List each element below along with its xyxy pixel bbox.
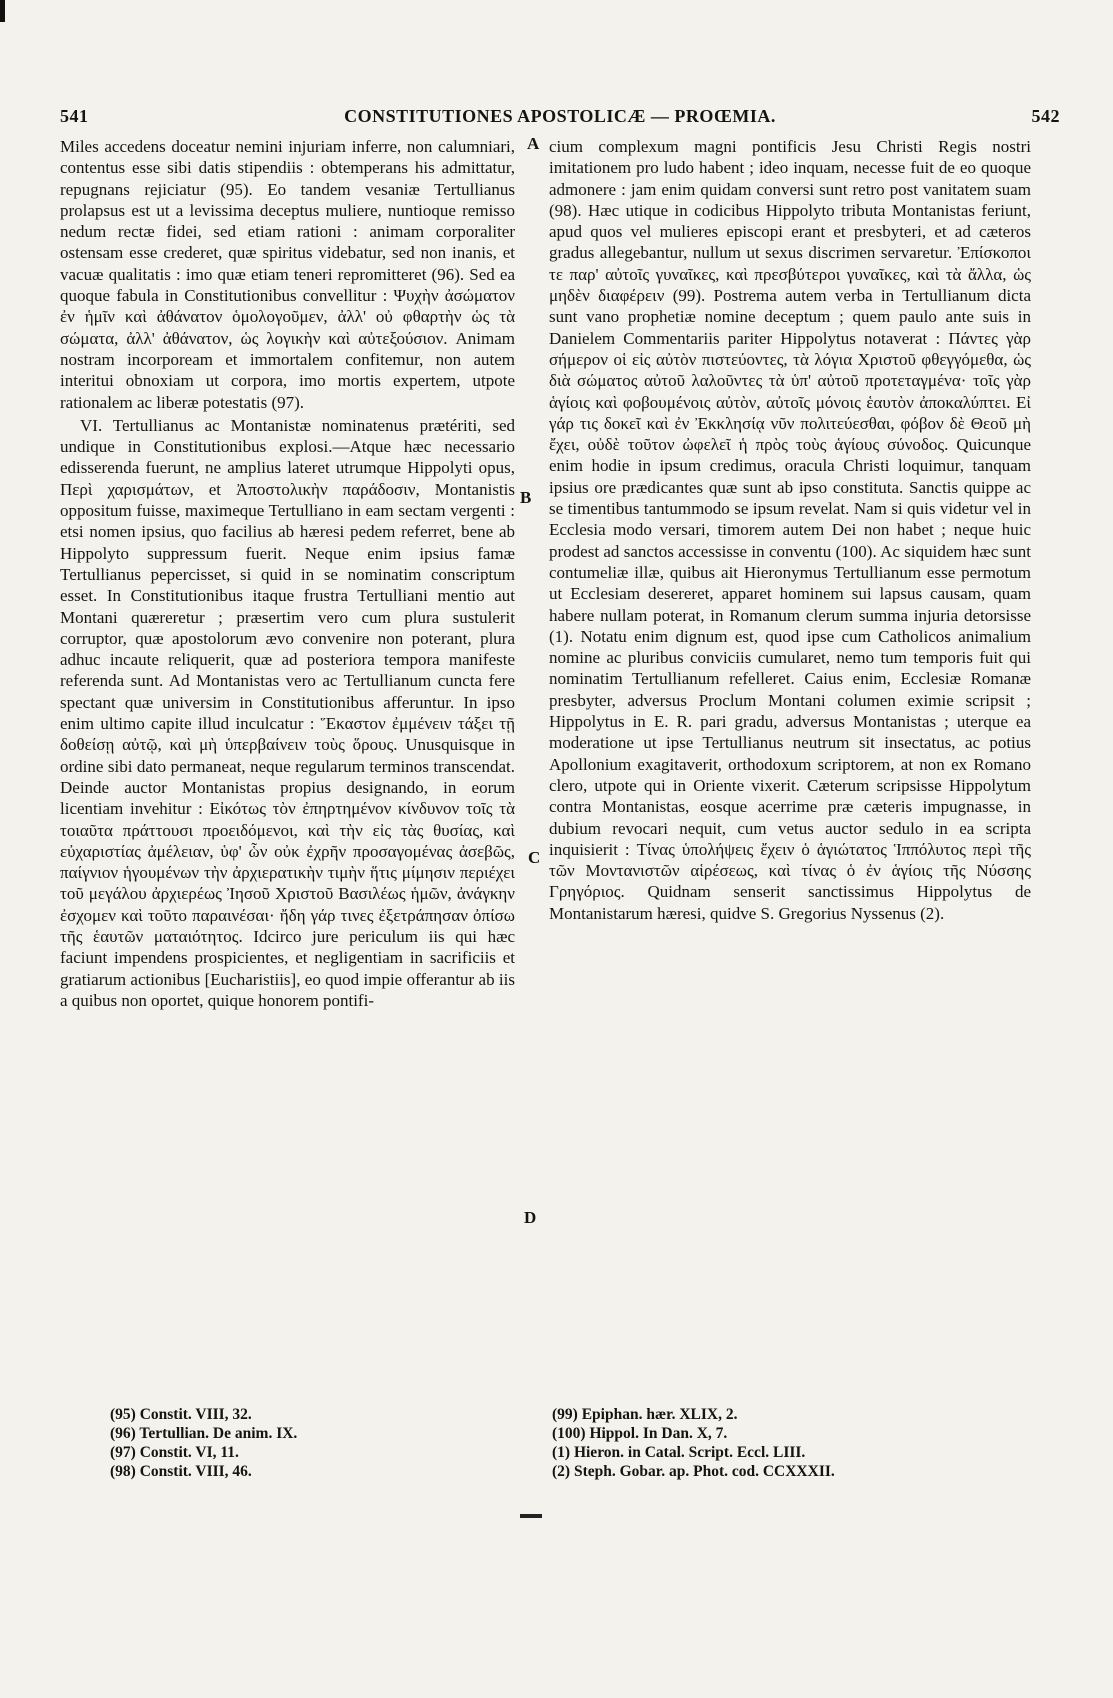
footnote-99: (99) Epiphan. hær. XLIX, 2.	[552, 1406, 738, 1423]
footnote-100: (100) Hippol. In Dan. X, 7.	[552, 1425, 728, 1442]
footnote-2: (2) Steph. Gobar. ap. Phot. cod. CCXXXII.	[552, 1463, 835, 1480]
page-number-right: 542	[1031, 106, 1060, 126]
page-number-left: 541	[60, 106, 89, 126]
margin-marker-d: D	[524, 1208, 537, 1227]
running-header	[60, 106, 1060, 130]
right-paragraph-1: cium complexum magni pontificis Jesu Christi Regis nostri imitationem pro ludo habent ; ideo inquam, necesse fuit de eo quoque admonere : jam enim quidam conversi sunt retro post vanitatem suam (98). Hæc utique in codicibus Hippolyto tributa Montanistas feriunt, apud quos vel mulieres episcopi erant et presbyteri, et ad cæteros gradus allegebantur, nullum ut sexus discrimen servaretur. Ἐπίσκοποι τε παρ' αὐτοῖς γυναῖκες, καὶ πρεσβύτεροι γυναῖκες, καὶ τὰ ἄλλα, ὡς μηδὲν διαφέρειν (99). Postrema autem verba in Tertullianum dicta sunt vano prophetiæ nomine deceptum ; quem paulo ante suis in Danielem Commentariis pariter Hippolytus notaverat : Πάντες γὰρ σήμερον οἱ εἰς αὐτὸν πιστεύοντες, τὰ λόγια Χριστοῦ φθεγγόμεθα, ὡς διὰ σώματος αὐτοῦ λαλοῦντες τὰ ὑπ' αὐτοῦ προτεταγμένα· τοῖς γὰρ ἁγίοις καὶ φοβουμένοις αὐτὸν, αὐτοῖς μόνοις ἑαυτὸν ἀποκαλύπτει. Εἰ γάρ τις δοκεῖ καὶ ἐν Ἐκκλησίᾳ νῦν πολιτεύεσθαι, φόβον δὲ Θεοῦ μὴ ἔχει, οὐδὲ τοῦτον ὠφελεῖ ἡ πρὸς τοὺς ἁγίους σύνοδος. Quicunque enim hodie in ipsum credimus, oracula Christi loquimur, tanquam ipsius ore prædicantes quæ sunt ab ipso constituta. Sanctis quippe ac se timentibus tantummodo se ipsum revelat. Nam si quis videtur vel in Ecclesia modo versari, timorem autem Dei non habet ; neque huic prodest ad sanctos accessisse in conventu (100). Ac siquidem hæc sunt contumeliæ illæ, quibus ait Hieronymus Tertullianum esse permotum ut Ecclesiam desereret, apparet hominem sui lapsus causam, quam habere nullam poterat, in Romanum clerum summa injuria detorsisse (1). Notatu enim dignum est, quod ipse cum Catholicos animalium nomine ac pluribus conviciis cumularet, nemo tum temporis fuit qui nominatim Tertullianum refelleret. Caius enim, Ecclesiæ Romanæ presbyter, adversus Proclum Montani columen eximie scripsit ; Hippolytus in E. R. pari gradu, adversus Montanistas ; uterque ea moderatione ut ipse Tertullianus neutrum sit insectatus, ac potius Apollonium exagitaverit, orthodoxum scriptorem, at non ex Romano clero, utpote qui in Oriente vixerit. Cæterum scripsisse Hippolytum contra Montanistas, eosque acerrime præ cæteris impugnasse, in dubium revocari nequit, cum vetus auctor sedulo in ea scripta inquisierit : Τίνας ὑπολήψεις ἔχειν ὁ ἁγιώτατος Ἱππόλυτος περὶ τῆς τῶν Μοντανιστῶν αἱρέσεως, καὶ τίνας ὁ ἐν ἁγίοις τῆς Νύσσης Γρηγόριος. Quidnam senserit sanctissimus Hippolytus de Montanistarum hæresi, quidve S. Gregorius Nyssenus (2).	[549, 137, 1031, 923]
footnote-98: (98) Constit. VIII, 46.	[110, 1463, 252, 1480]
left-paragraph-2-section-vi: VI. Tertullianus ac Montanistæ nominatenus prætériti, sed undique in Constitutionibus explosi.—Atque hæc necessario edisserenda fuerunt, ne amplius lateret utrumque Hippolyti opus, Περὶ χαρισμάτων, et Ἀποστολικὴν παράδοσιν, Montanistis oppositum fuisse, maximeque Tertulliano in eam sectam vergenti : etsi nomen ipsius, quo facilius ab hæresi pedem referret, bene ab Hippolyto suppressum fuerit. Neque enim ipsius famæ Tertullianus pepercisset, si quid in se nominatim conscriptum esset. In Constitutionibus itaque frustra Tertulliani mentio aut Montani quæreretur ; præsertim vero cum plura sustulerit corruptor, quæ apostolorum ævo convenire non poterant, plura adhuc incaute reliquerit, quæ ad posteriora tempora manifeste referenda sunt. Ad Montanistas vero ac Tertullianum cuncta fere spectant quæ universim in Constitutionibus afferuntur. In ipso enim ultimo capite illud inculcatur : Ἕκαστον ἐμμένειν τάξει τῇ δοθείσῃ αὐτῷ, καὶ μὴ ὑπερβαίνειν τοὺς ὅρους. Unusquisque in ordine sibi dato permaneat, neque regularum terminos transcendat. Deinde auctor Montanistas propius designando, in eorum licentiam invehitur : Εἰκότως τὸν ἐπηρτημένον κίνδυνον τοῖς τὰ τοιαῦτα πράττουσι προειδόμενοι, καὶ τὴν εἰς τὰς θυσίας, καὶ εὐχαριστίας ἀμέλειαν, ὑφ' ὧν οὐκ ἐχρῆν προσαγομένας ἀσεβῶς, παίγνιον ἡγουμένων τὴν ἀρχιερατικὴν τιμὴν ἥτις μίμησιν περιέχει τοῦ μεγάλου ἀρχιερέως Ἰησοῦ Χριστοῦ Βασιλέως ἡμῶν, ἀνάγκην ἐσχομεν καὶ τοῦτο παραινέσαι· ἤδη γάρ τινες ἐξετράπησαν ὀπίσω τῆς ἑαυτῶν ματαιότητος. Idcirco jure periculum iis qui hæc faciunt impendens prospicientes, et negligentiam in sacrificiis et gratiarum actionibus [Eucharistiis], eo quod impie offerantur ab iis a quibus non oportet, quique honorem pontifi-	[60, 415, 515, 1010]
footnotes-left	[110, 1405, 460, 1481]
margin-marker-b: B	[520, 488, 532, 507]
footnotes-right	[552, 1405, 972, 1481]
left-column	[60, 136, 515, 1011]
footnote-1: (1) Hieron. in Catal. Script. Eccl. LIII.	[552, 1444, 806, 1461]
right-column	[549, 136, 1031, 924]
running-title: CONSTITUTIONES APOSTOLICÆ — PROŒMIA.	[344, 106, 776, 126]
footnote-96: (96) Tertullian. De anim. IX.	[110, 1425, 298, 1442]
footnote-95: (95) Constit. VIII, 32.	[110, 1406, 252, 1423]
scan-edge-mark	[0, 0, 5, 22]
left-paragraph-1: Miles accedens doceatur nemini injuriam inferre, non calumniari, contentus esse sibi datis stipendiis : obtemperans his admittatur, repugnans rejiciatur (95). Eo tandem vesaniæ Tertullianus prolapsus est ut a levissima deceptus muliere, nuntioque remisso nedum rectæ fidei, sed etiam rationi : animam corporaliter ostensam esse crederet, quæ spiritus videbatur, sed non inanis, et vacuæ qualitatis : imo quæ etiam teneri repromitteret (96). Sed ea quoque fabula in Constitutionibus convellitur : Ψυχὴν ἀσώματον ἐν ἡμῖν καὶ ἀθάνατον ὁμολογοῦμεν, ἀλλ' οὐ φθαρτὴν ὡς τὰ σώματα, ἀλλ' ἀθάνατον, ὡς λογικὴν καὶ αὐτεξούσιον. Animam nostram incorpoream et immortalem confitemur, non autem interitui obnoxiam ut corpora, imo mortis expertem, utpote rationalem ac liberæ potestatis (97).	[60, 137, 515, 412]
margin-marker-a: A	[527, 134, 540, 153]
footnote-97: (97) Constit. VI, 11.	[110, 1444, 239, 1461]
page-end-dash	[520, 1514, 542, 1518]
margin-marker-c: C	[528, 848, 541, 867]
